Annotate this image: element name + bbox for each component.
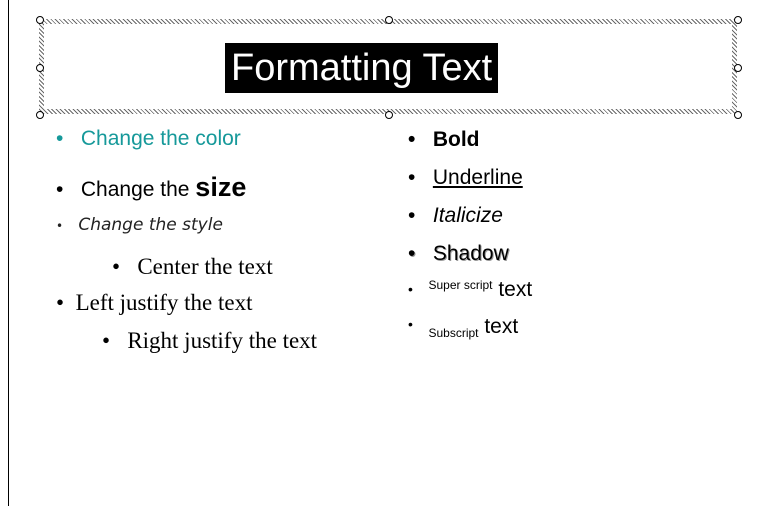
bullet-shadow[interactable] [408,242,509,266]
resize-handle-bottom-left[interactable] [36,111,44,119]
bullet-text: Right justify the text [127,328,318,353]
bullet-text: Italicize [432,204,503,227]
resize-handle-top-left[interactable] [36,16,44,24]
bullet-text: Underline [432,166,523,189]
bullet-center-text[interactable] [112,254,273,280]
bullet-text: Bold [432,128,480,151]
bullet-text: Change the [80,178,196,201]
resize-handle-top-center[interactable] [385,16,393,24]
subscript-label: Subscript [428,326,479,340]
slide-left-edge [8,0,9,506]
bullet-right-justify[interactable] [102,328,317,354]
resize-handle-middle-left[interactable] [36,64,44,72]
resize-handle-top-right[interactable] [734,16,742,24]
bullet-text: text [484,315,519,338]
bullet-text: text [498,278,533,301]
bullet-change-color[interactable] [56,127,241,151]
bullet-dot: • [408,166,433,189]
bullet-dot: • [408,316,429,332]
bullet-dot: • [102,328,128,353]
bullet-superscript[interactable] [408,278,532,302]
slide-title[interactable]: Formatting Text [225,43,498,93]
bullet-dot: • [112,254,138,279]
bullet-dot: • [408,128,433,151]
resize-handle-bottom-right[interactable] [734,111,742,119]
bullet-dot: • [56,290,76,315]
bullet-text: Shadow [432,242,509,265]
bullet-dot: • [56,127,81,150]
bullet-text: Change the style [78,215,223,235]
bullet-dot: • [56,178,81,201]
superscript-label: Super script [428,278,493,292]
bullet-dot: • [56,219,79,233]
bullet-text-emphasis: size [195,172,247,202]
bullet-dot: • [408,281,429,297]
resize-handle-middle-right[interactable] [734,64,742,72]
bullet-change-size[interactable] [56,172,246,203]
bullet-bold[interactable] [408,128,480,152]
bullet-subscript[interactable] [408,315,518,340]
bullet-change-style[interactable] [56,215,223,235]
bullet-text: Left justify the text [75,290,253,315]
bullet-italicize[interactable] [408,204,503,228]
bullet-text: Center the text [137,254,273,279]
bullet-text: Change the color [80,127,241,150]
bullet-dot: • [408,242,433,265]
bullet-underline[interactable] [408,166,523,190]
bullet-left-justify[interactable] [56,290,253,316]
resize-handle-bottom-center[interactable] [385,111,393,119]
bullet-dot: • [408,204,433,227]
